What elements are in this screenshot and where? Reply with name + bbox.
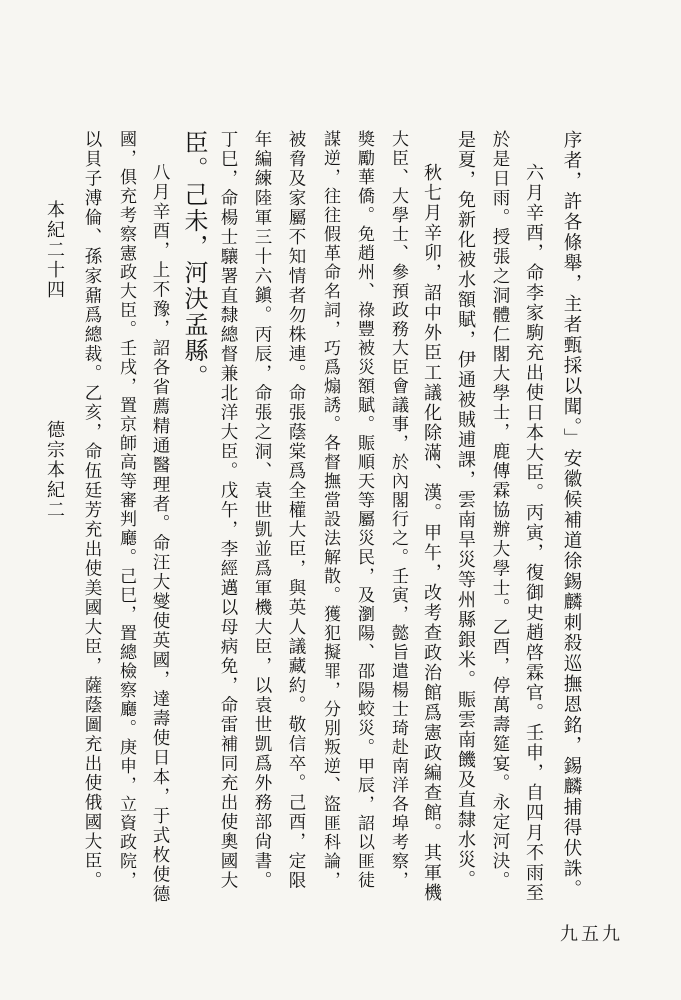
running-header-volume: 本紀二十四 (44, 200, 65, 300)
text-column: 六月辛酉，命李家駒充出使日本大臣。丙寅，復御史趙啓霖官。壬申，自四月不雨至 (523, 163, 544, 903)
text-column: 以貝子溥倫、孫家鼐爲總裁。乙亥，命伍廷芳充出使美國大臣，薩蔭圖充出使俄國大臣。 (82, 130, 102, 891)
page-number: 九五九 (560, 924, 623, 945)
text-column: 國，俱充考察憲政大臣。壬戌，置京師高等審判廳。己巳，置總檢察廳。庚申，立資政院， (116, 130, 136, 890)
text-column: 年編練陸軍三十六鎭。丙辰，命張之洞、袁世凱並爲軍機大臣，以袁世凱爲外務部尙書。 (252, 130, 272, 891)
text-column: 獎勵華僑。免趙州、祿豐被災額賦。賑順天等屬災民，及瀏陽、邵陽蛟災。甲辰，詔以匪徒 (354, 130, 374, 890)
text-column: 臣。己未，河決孟縣。 (180, 130, 208, 390)
text-column: 是夏，免新化被水額賦，伊通被賊逋課，雲南旱災等州縣銀米。賑雲南饑及直隸水災。 (455, 130, 476, 890)
text-column: 八月辛酉，上不豫，詔各省薦精通醫理者。命汪大燮使英國，達壽使日本，于式枚使德 (150, 163, 170, 904)
text-column: 秋七月辛卯，詔中外臣工議化除滿、漢。甲午，改考查政治館爲憲政編查館。其軍機 (421, 163, 442, 903)
text-column: 序者，許各條舉，主者甄採以聞。」安徽候補道徐錫麟刺殺巡撫恩銘，錫麟捕得伏誅。 (561, 130, 582, 900)
text-column: 於是日雨。授張之洞體仁閣大學士，鹿傳霖協辦大學士。乙酉，停萬壽筵宴。永定河決。 (490, 130, 510, 891)
running-header-section: 德宗本紀二 (44, 420, 65, 520)
text-column: 謀逆，往往假革命名詞，巧爲煽誘。各督撫當設法解散。獲犯擬罪，分別叛逆、盜匪科論， (320, 130, 340, 890)
text-column: 被脅及家屬不知情者勿株連。命張蔭棠爲全權大臣，與英人議藏約。敬信卒。己酉，定限 (286, 130, 306, 891)
text-column: 大臣、大學士、參預政務大臣會議事，於內閣行之。壬寅，懿旨遣楊士琦赴南洋各埠考察， (388, 130, 408, 890)
text-column: 丁巳，命楊士驤署直隸總督兼北洋大臣。戊午，李經邁以母病免，命雷補同充出使奧國大 (218, 130, 238, 891)
